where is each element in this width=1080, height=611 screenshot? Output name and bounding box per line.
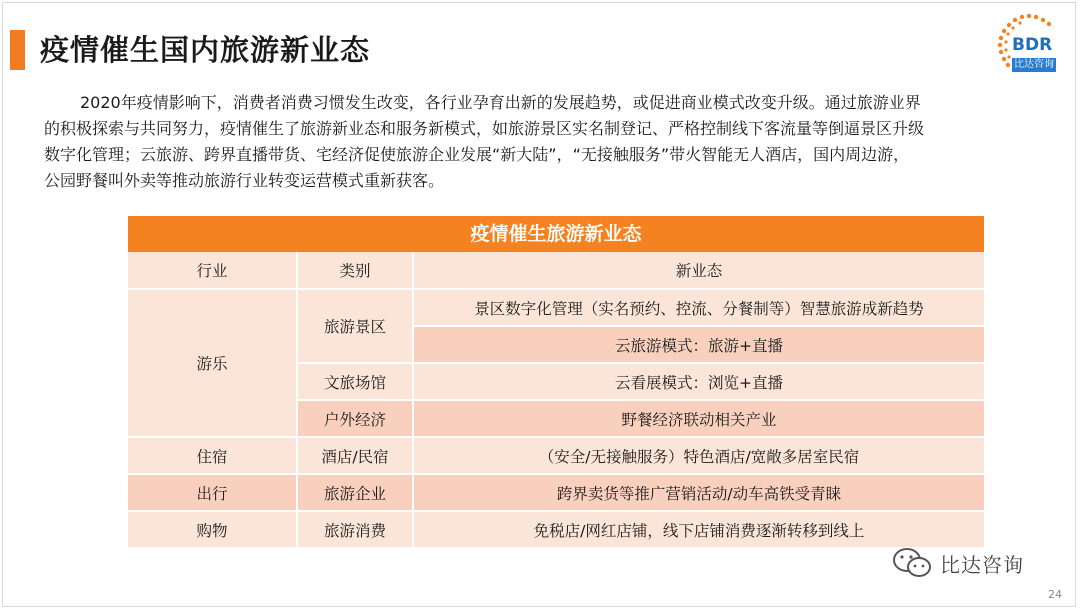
wechat-account-name: 比达咨询 (940, 552, 1024, 577)
table-row (128, 290, 984, 327)
cell-industry-entertainment: 游乐 (128, 290, 298, 438)
logo-text: BDR (1012, 35, 1053, 55)
title-accent-bar (10, 30, 25, 70)
table-row (128, 438, 984, 475)
header-new-format: 新业态 (414, 252, 984, 290)
header-category: 类别 (298, 252, 414, 290)
cell-industry-lodging: 住宿 (128, 438, 298, 475)
formats-grid (128, 252, 984, 549)
cell-format-tour-consume-1: 免税店/网红店铺，线下店铺消费逐渐转移到线上 (414, 512, 984, 549)
header-industry: 行业 (128, 252, 298, 290)
cell-format-tour-company-1: 跨界卖货等推广营销活动/动车高铁受青睐 (414, 475, 984, 512)
table-row (128, 475, 984, 512)
cell-category-tour-consume: 旅游消费 (298, 512, 414, 549)
cell-format-hotel-1: （安全/无接触服务）特色酒店/宽敞多居室民宿 (414, 438, 984, 475)
page-title: 疫情催生国内旅游新业态 (40, 33, 371, 67)
cell-category-hotel: 酒店/民宿 (298, 438, 414, 475)
cell-category-venue: 文旅场馆 (298, 364, 414, 401)
table-row (128, 512, 984, 549)
cell-category-tour-company: 旅游企业 (298, 475, 414, 512)
cell-category-scenic: 旅游景区 (298, 290, 414, 364)
intro-line-2: 的积极探索与共同努力，疫情催生了旅游新业态和服务新模式，如旅游景区实名制登记、严格控制线下客流量等倒逼景区升级 (44, 119, 925, 138)
intro-paragraph (44, 90, 1044, 194)
page-number: 24 (1048, 588, 1062, 601)
wechat-watermark (892, 546, 1024, 580)
table-title: 疫情催生旅游新业态 (128, 216, 984, 252)
intro-line-1: 2020年疫情影响下，消费者消费习惯发生改变，各行业孕育出新的发展趋势，或促进商业模式改变升级。通过旅游业界 (80, 93, 921, 112)
new-formats-table (128, 216, 984, 549)
cell-format-scenic-2: 云旅游模式：旅游+直播 (414, 327, 984, 364)
bdr-logo (996, 12, 1062, 76)
table-header-row (128, 252, 984, 290)
cell-format-venue-1: 云看展模式：浏览+直播 (414, 364, 984, 401)
cell-format-outdoor-1: 野餐经济联动相关产业 (414, 401, 984, 438)
cell-industry-shopping: 购物 (128, 512, 298, 549)
logo-subtitle: 比达咨询 (1014, 59, 1054, 70)
wechat-icon (892, 546, 932, 580)
cell-format-scenic-1: 景区数字化管理（实名预约、控流、分餐制等）智慧旅游成新趋势 (414, 290, 984, 327)
cell-category-outdoor: 户外经济 (298, 401, 414, 438)
cell-industry-travel: 出行 (128, 475, 298, 512)
intro-line-3: 数字化管理；云旅游、跨界直播带货、宅经济促使旅游企业发展“新大陆”，“无接触服务”带火智能无人酒店，国内周边游， (44, 145, 910, 164)
intro-line-4: 公园野餐叫外卖等推动旅游行业转变运营模式重新获客。 (44, 171, 445, 190)
